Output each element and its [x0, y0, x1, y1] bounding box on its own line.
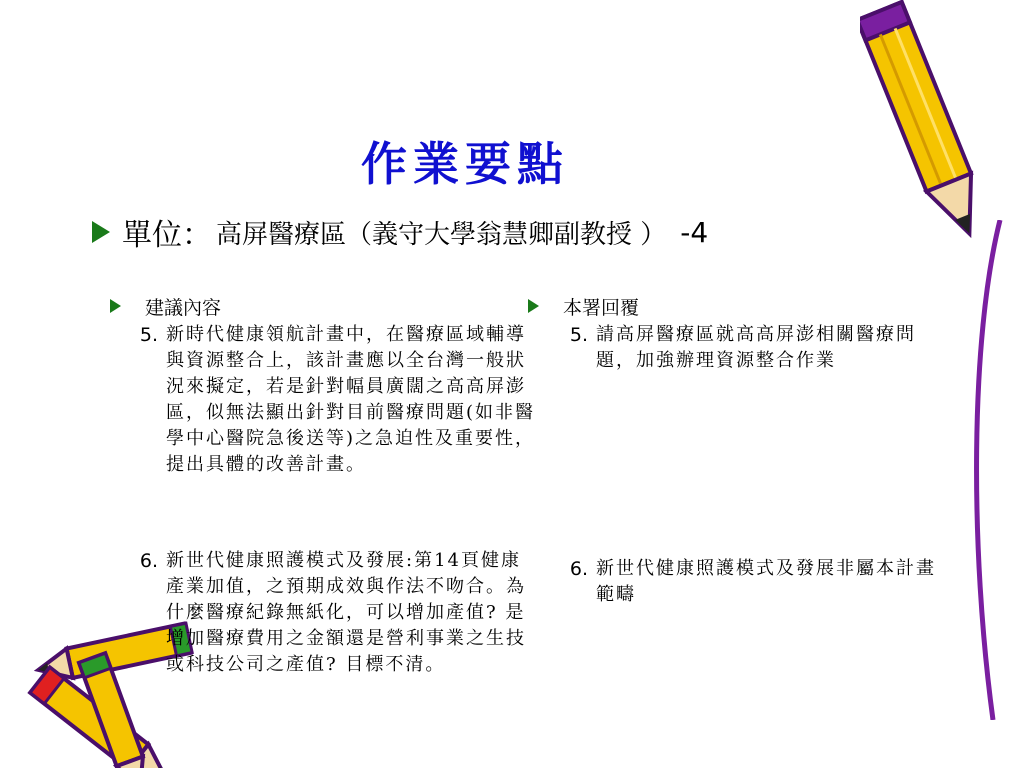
unit-label: 單位： [122, 218, 212, 253]
list-item [550, 322, 950, 374]
unit-name: 高屏醫療區（義守大學翁慧卿副教授 ） [216, 219, 667, 250]
reply-column [528, 292, 948, 605]
pencil-icon [860, 0, 1000, 245]
item-text: 新世代健康照護模式及發展:第14頁健康產業加值，之預期成效與作法不吻合。為什麼醫療紀錄無紙化，可以增加產值? 是增加醫療費用之金額還是營利事業之生技或科技公司之產值? 目標不清。 [166, 550, 526, 675]
triangle-bullet-icon [110, 299, 121, 313]
list-item [550, 556, 950, 608]
list-item [120, 548, 540, 678]
unit-suffix: -4 [680, 215, 709, 249]
list-item [120, 322, 540, 478]
item-text: 新世代健康照護模式及發展非屬本計畫範疇 [596, 558, 936, 605]
unit-heading [92, 210, 708, 254]
suggestion-heading [110, 292, 540, 320]
item-text: 新時代健康領航計畫中，在醫療區域輔導與資源整合上，該計畫應以全台灣一般狀況來擬定，若是針對幅員廣闊之高高屏澎區，似無法顯出針對目前醫療問題(如非醫學中心醫院急後送等)之急迫性及重要性，提出具體的改善計畫。 [166, 324, 536, 475]
triangle-bullet-icon [92, 221, 110, 243]
item-number: 6. [569, 558, 588, 580]
reply-heading-label: 本署回覆 [563, 296, 640, 319]
item-number: 6. [139, 550, 158, 572]
decorative-line [965, 220, 1015, 720]
suggestion-heading-label: 建議內容 [145, 296, 222, 319]
page-title: 作業要點 [361, 137, 569, 191]
item-number: 5. [569, 324, 588, 346]
item-text: 請高屏醫療區就高高屏澎相關醫療問題，加強辦理資源整合作業 [596, 324, 916, 371]
item-number: 5. [139, 324, 158, 346]
suggestion-column [110, 292, 540, 675]
reply-heading [528, 292, 948, 320]
triangle-bullet-icon [528, 299, 539, 313]
